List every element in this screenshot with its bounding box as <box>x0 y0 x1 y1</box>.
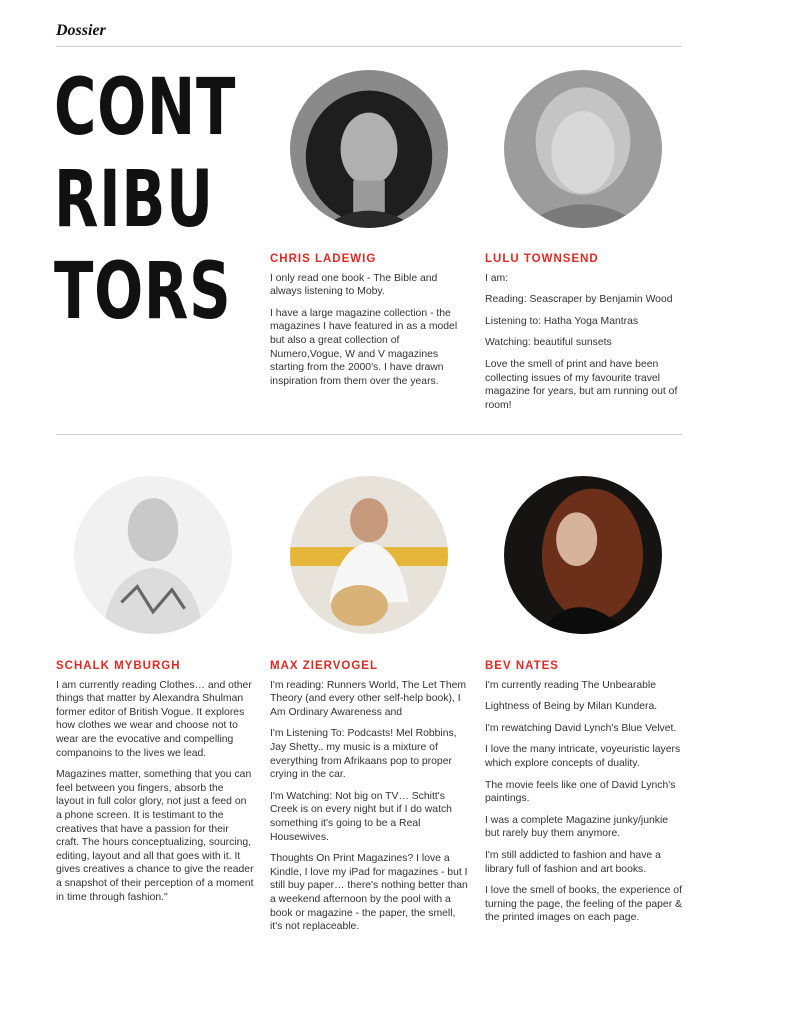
contributor-paragraph: I'm rewatching David Lynch's Blue Velvet. <box>485 722 677 734</box>
contributor-paragraph: I'm reading: Runners World, The Let Them Theory (and every other self-help book), I Am Ordinary Awareness and <box>270 679 467 718</box>
contributor-bev-nates <box>485 660 683 933</box>
contributor-chris-ladewig <box>270 253 470 396</box>
contributor-paragraph: I'm Watching: Not big on TV… Schitt's Creek is on every night but if I do watch something it's going to be a Real Housewives. <box>270 790 452 843</box>
contributor-name: BEV NATES <box>485 660 559 672</box>
contributor-paragraph: I was a complete Magazine junky/junkie but rarely buy them anymore. <box>485 814 669 840</box>
contributor-paragraph: The movie feels like one of David Lynch's paintings. <box>485 779 676 805</box>
portrait-max-ziervogel <box>290 476 448 634</box>
contributor-paragraph: Listening to: Hatha Yoga Mantras <box>485 315 639 327</box>
portrait-schalk-myburgh <box>74 476 232 634</box>
contributor-name: CHRIS LADEWIG <box>270 253 377 265</box>
portrait-lulu-townsend <box>504 70 662 228</box>
contributor-name: SCHALK MYBURGH <box>56 660 181 672</box>
page-title <box>54 62 237 338</box>
contributor-paragraph: Love the smell of print and have been collecting issues of my favourite travel magazine for years, but am running out of room! <box>485 358 678 411</box>
contributor-lulu-townsend <box>485 253 683 420</box>
contributor-paragraph: I only read one book - The Bible and always listening to Moby. <box>270 272 438 298</box>
portrait-bev-nates <box>504 476 662 634</box>
contributor-paragraph: Watching: beautiful sunsets <box>485 337 612 349</box>
contributor-paragraph: Magazines matter, something that you can feel between you fingers, absorb the layout in full color glory, not just a feed on a phone screen. It is testimant to the creatives that have a passion for their craft. The hours conceptualizing, sourcing, editing, layout and all that goes with it. It gives creatives a chance to give the reader a snapshot of their perception of a moment in time through fashion." <box>56 769 254 903</box>
contributor-name: MAX ZIERVOGEL <box>270 660 378 672</box>
contributor-paragraph: Thoughts On Print Magazines? I love a Kindle, I love my iPad for magazines - but I still buy paper… there's nothing better than a weekend afternoon by the pool with a book or magazine - the paper, the smell, it's not replaceable. <box>270 853 468 933</box>
contributor-paragraph: I'm currently reading The Unbearable <box>485 679 657 691</box>
contributor-max-ziervogel <box>270 660 470 942</box>
title-line-1: CONT <box>54 63 237 153</box>
contributor-schalk-myburgh <box>56 660 254 912</box>
masthead-logo: Dossier <box>56 22 106 39</box>
contributor-paragraph: Lightness of Being by Milan Kundera. <box>485 701 658 713</box>
contributor-paragraph: I am currently reading Clothes… and other things that matter by Alexandra Shulman former editor of British Vogue. It explores how clothes we wear and choose not to wear are the evocative and compelling companoins to the lives we lead. <box>56 679 252 759</box>
contributor-paragraph: I love the many intricate, voyeuristic layers which explore concepts of duality. <box>485 744 681 769</box>
contributor-paragraph: I am: <box>485 272 509 284</box>
title-line-2: RIBU <box>54 155 214 245</box>
contributor-paragraph: I have a large magazine collection - the magazines I have featured in as a model but also a great collection of Numero,Vogue, W and V magazines starting from the 2000's. I have drawn inspiration from them over the years. <box>270 307 458 387</box>
title-line-3: TORS <box>54 247 232 337</box>
contributor-paragraph: Reading: Seascraper by Benjamin Wood <box>485 294 673 306</box>
contributor-paragraph: I'm still addicted to fashion and have a library full of fashion and art books. <box>485 849 661 875</box>
portrait-chris-ladewig <box>290 70 448 228</box>
contributor-paragraph: I'm Listening To: Podcasts! Mel Robbins, Jay Shetty.. my music is a mixture of everything from Afrikaans pop to proper crying in the car. <box>270 728 457 781</box>
contributor-name: LULU TOWNSEND <box>485 253 599 265</box>
contributor-paragraph: I love the smell of books, the experience of turning the page, the feeling of the paper & the printed images on each page. <box>485 885 682 924</box>
top-divider <box>56 46 682 47</box>
middle-divider <box>56 434 682 435</box>
